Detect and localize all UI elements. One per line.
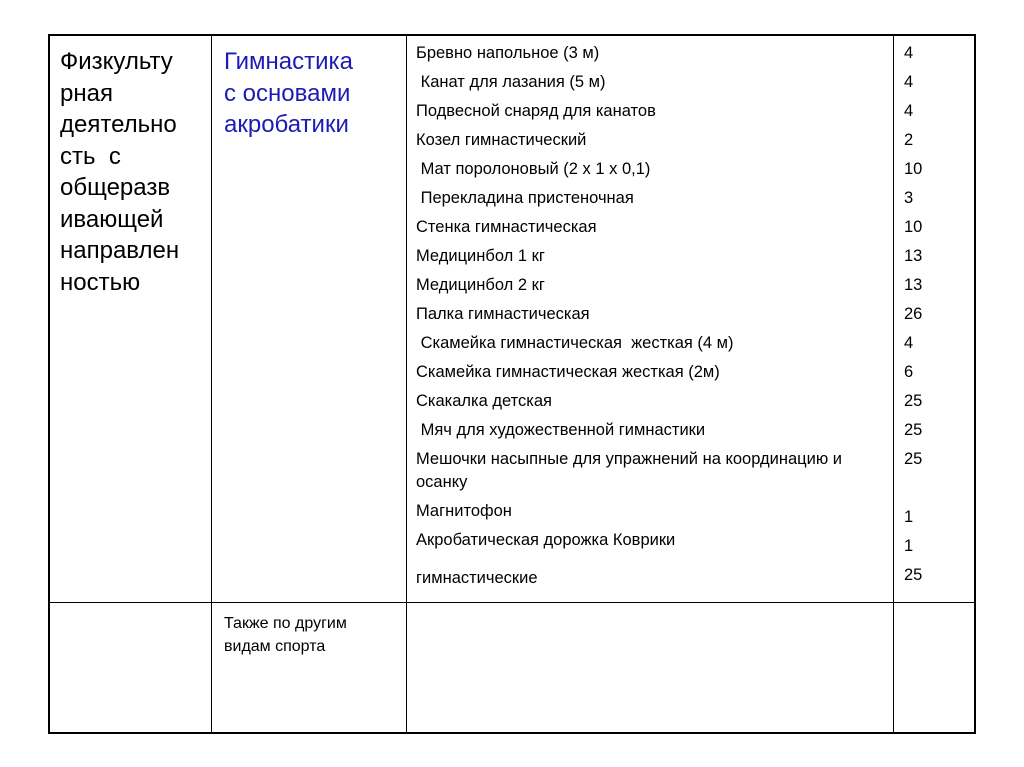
row-divider (50, 602, 974, 603)
sport-type-cell (224, 46, 404, 141)
sport-line: с основами (224, 79, 351, 107)
quantity-value: 25 (904, 450, 923, 468)
equipment-item: Акробатическая дорожка Коврики (416, 531, 676, 549)
category-line: направлен (60, 237, 180, 264)
quantity-value: 2 (904, 131, 914, 149)
quantity-value: 26 (904, 305, 923, 323)
equipment-item: Подвесной снаряд для канатов (416, 102, 656, 120)
quantity-value: 4 (904, 102, 914, 120)
category-line: рная (60, 79, 113, 107)
quantity-value: 10 (904, 218, 923, 236)
sport-line: Гимнастика (224, 48, 353, 75)
quantity-value: 4 (904, 44, 914, 62)
other-sports-line: видам спорта (224, 638, 326, 655)
quantity-value: 13 (904, 276, 923, 294)
equipment-item: Мат поролоновый (2 х 1 х 0,1) (416, 160, 651, 178)
equipment-item: Скамейка гимнастическая жесткая (4 м) (416, 334, 734, 352)
quantity-value: 10 (904, 160, 923, 178)
category-line: деятельно (60, 111, 177, 138)
equipment-table (48, 34, 976, 734)
category-line: ивающей (60, 205, 164, 233)
column-divider (893, 36, 894, 732)
quantity-value: 1 (904, 508, 914, 526)
other-sports-line: Также по другим (224, 615, 347, 632)
quantity-value: 25 (904, 421, 923, 439)
equipment-list (416, 42, 886, 596)
activity-category-cell (60, 46, 210, 298)
quantity-value: 25 (904, 566, 923, 584)
column-divider (406, 36, 407, 732)
quantity-value: 1 (904, 537, 914, 555)
category-line: сть с (60, 142, 121, 170)
equipment-item: Мешочки насыпные для упражнений на координацию и осанку (416, 450, 843, 491)
equipment-item: Скакалка детская (416, 392, 552, 410)
equipment-item: Палка гимнастическая (416, 305, 590, 323)
quantity-value: 4 (904, 334, 914, 352)
column-divider (211, 36, 212, 732)
equipment-item: Скамейка гимнастическая жесткая (2м) (416, 363, 720, 381)
other-sports-cell (224, 612, 404, 658)
quantity-list (904, 42, 944, 593)
equipment-item: Мяч для художественной гимнастики (416, 421, 706, 439)
category-line: ностью (60, 268, 141, 296)
equipment-item: Медицинбол 1 кг (416, 247, 545, 265)
category-line: общеразв (60, 174, 171, 201)
equipment-item: Медицинбол 2 кг (416, 276, 545, 294)
equipment-item: Перекладина пристеночная (416, 189, 634, 207)
equipment-item: Бревно напольное (3 м) (416, 44, 600, 62)
category-line: Физкульту (60, 48, 173, 75)
quantity-value: 4 (904, 73, 914, 91)
quantity-value: 3 (904, 189, 914, 207)
sport-line: акробатики (224, 111, 349, 138)
equipment-item: Магнитофон (416, 502, 512, 520)
equipment-item: Стенка гимнастическая (416, 218, 597, 236)
quantity-value: 13 (904, 247, 923, 265)
quantity-value: 6 (904, 363, 914, 381)
equipment-item: Канат для лазания (5 м) (416, 73, 606, 91)
quantity-value (904, 477, 944, 506)
equipment-item: Козел гимнастический (416, 131, 587, 149)
equipment-item: гимнастические (416, 569, 538, 587)
quantity-value: 25 (904, 392, 923, 410)
